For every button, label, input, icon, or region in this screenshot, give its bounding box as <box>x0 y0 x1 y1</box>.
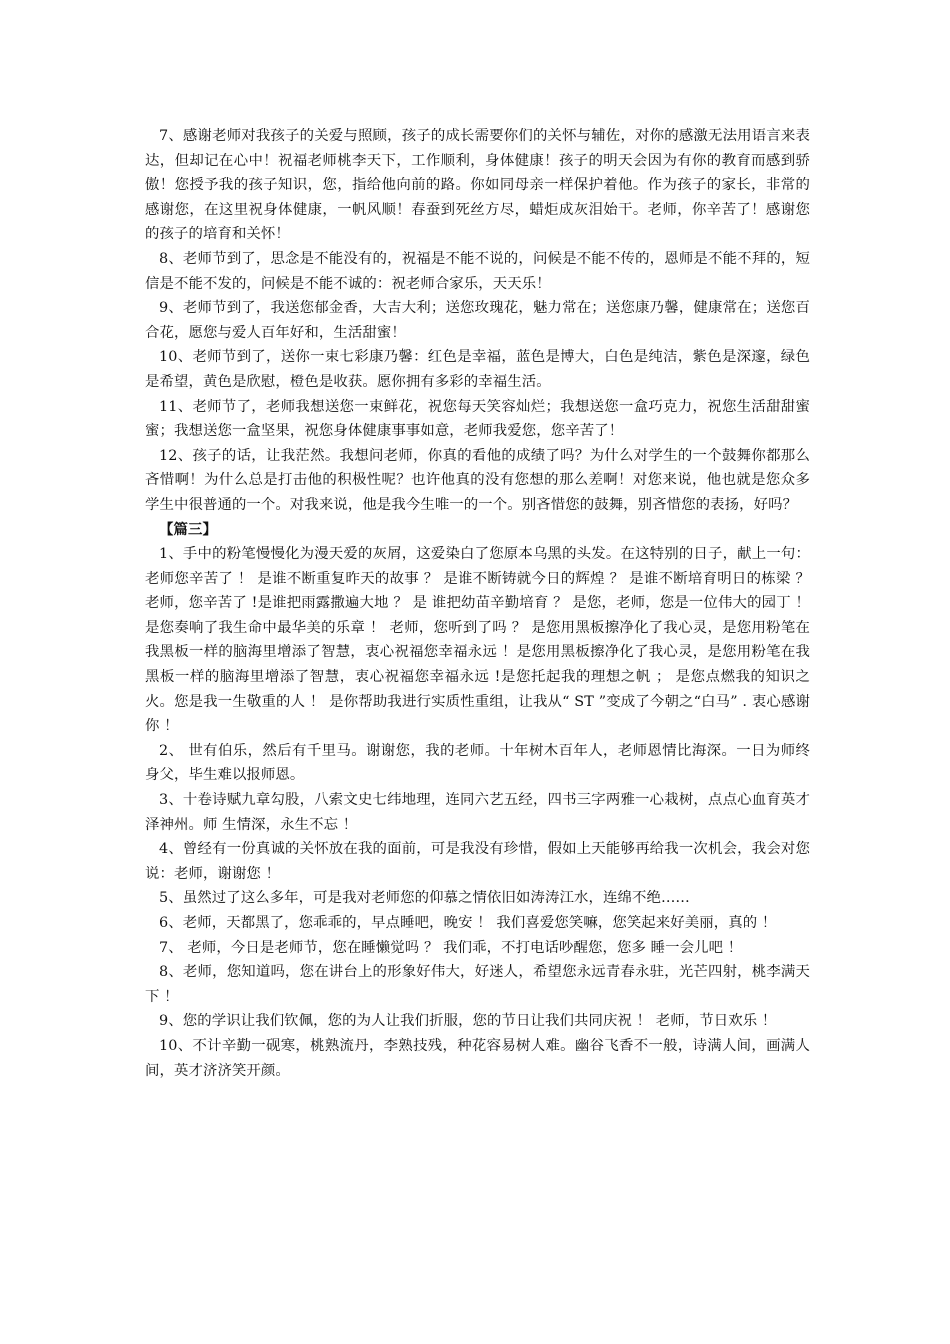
section3-paragraph-9: 9、您的学识让我们钦佩，您的为人让我们折服，您的节日让我们共同庆祝 ！ 老师，节日欢乐 ！ <box>159 1013 777 1030</box>
paragraph-8: 8、老师节到了，思念是不能没有的，祝福是不能不说的，问候是不能不传的，恩师是不能不拜的，短信是不能不发的，问候是不能不诚的：祝老师合家乐，天天乐！ <box>145 250 810 292</box>
section3-paragraph-10: 10、不计辛勤一砚寒，桃熟流丹，李熟技残，种花容易树人难。幽谷飞香不一般，诗满人间，画满人间，英才济济笑开颜。 <box>145 1037 810 1079</box>
section3-paragraph-6: 6、老师，天都黑了，您乖乖的，早点睡吧，晚安 ！ 我们喜爱您笑嘛，您笑起来好美丽，真的 ！ <box>159 915 777 931</box>
section3-paragraph-2: 2、 世有伯乐，然后有千里马。谢谢您，我的老师。十年树木百年人，老师恩情比海深。一日为师终 身父，毕生难以报师恩。 <box>145 742 810 784</box>
section3-paragraph-7: 7、 老师，今日是老师节，您在睡懒觉吗 ？ 我们乖，不打电话吵醒您，您多 睡一会儿吧 ！ <box>159 939 743 956</box>
section3-paragraph-4: 4、曾经有一份真诚的关怀放在我的面前，可是我没有珍惜，假如上天能够再给我一次机会，我会对您说：老师，谢谢您 ！ <box>145 841 810 882</box>
section3-paragraph-3: 3、十卷诗赋九章勾股，八索文史七纬地理，连同六艺五经，四书三字两雅一心栽树，点点心血育英才泽神州。师 生情深，永生不忘 ！ <box>145 792 810 833</box>
paragraph-9: 9、老师节到了，我送您郁金香，大吉大利；送您玫瑰花，魅力常在；送您康乃馨，健康常在；送您百合花，愿您与爱人百年好和，生活甜蜜！ <box>145 300 810 341</box>
section3-paragraph-8: 8、老师，您知道吗，您在讲台上的形象好伟大，好迷人，希望您永远青春永驻，光芒四射，桃李满天下 ！ <box>145 964 810 1005</box>
paragraph-11: 11、老师节了，老师我想送您一束鲜花，祝您每天笑容灿烂；我想送您一盒巧克力，祝您生活甜甜蜜蜜；我想送您一盒坚果，祝您身体健康事事如意，老师我爱您，您辛苦了！ <box>145 398 810 440</box>
paragraph-12: 12、孩子的话，让我茫然。我想问老师，你真的看他的成绩了吗？为什么对学生的一个鼓舞你都那么吝惜啊！为什么总是打击他的积极性呢？也许他真的没有您想的那么差啊！对您来说，他也就是您众多学生中很普通的一个。对我来说，他是我今生唯一的一个。别吝惜您的鼓舞，别吝惜您的表扬，好吗？ <box>145 447 810 513</box>
document-body <box>145 124 810 1083</box>
section3-paragraph-5: 5、虽然过了这么多年，可是我对老师您的仰慕之情依旧如涛涛江水，连绵不绝…… <box>159 890 690 907</box>
section3-paragraph-1: 1、手中的粉笔慢慢化为漫天爱的灰屑，这爱染白了您原本乌黑的头发。在这特别的日子，献上一句：老师您辛苦了 ！ 是谁不断重复昨天的故事 ？ 是谁不断铸就今日的辉煌 ？ 是谁不断培育明日的栋梁 ？ 老师，您辛苦了 !是谁把雨露撒遍大地 ？ 是 谁把幼苗辛勤培育 ？ 是您，老师，您是一位伟大的园丁 ！ 是您奏响了我生命中最华美的乐章 ！ 老师，您听到了吗 ？ 是您用黑板擦净化了我心灵，是您用粉笔在我黑板一样的脑海里增添了智慧，衷心祝福您幸福永远 ！是您用黑板擦净化了我心灵，是您用粉笔在我黑板一样的脑海里增添了智慧，衷心祝福您幸福永远 !是您托起我的理想之帆 ； 是您点燃我的知识之火。您是我一生敬重的人 ！ 是你帮助我进行实质性重组，让我从“ ST ”变成了今朝之“白马” . 衷心感谢你 ！ <box>145 546 810 735</box>
section-title: 【篇三】 <box>159 520 217 538</box>
paragraph-7: 7、感谢老师对我孩子的关爱与照顾，孩子的成长需要你们的关怀与辅佐，对你的感激无法用语言来表达，但却记在心中！祝福老师桃李天下，工作顺利，身体健康！孩子的明天会因为有你的教育而感到骄傲！您授予我的孩子知识，您，指给他向前的路。你如同母亲一样保护着他。作为孩子的家长，非常的感谢您，在这里祝身体健康，一帆风顺！春蚕到死丝方尽，蜡炬成灰泪始干。老师，你辛苦了！感谢您的孩子的培育和关怀！ <box>145 128 810 243</box>
paragraph-10: 10、老师节到了，送你一束七彩康乃馨：红色是幸福，蓝色是博大，白色是纯洁，紫色是深邃，绿色是希望，黄色是欣慰，橙色是收获。愿你拥有多彩的幸福生活。 <box>145 349 810 390</box>
